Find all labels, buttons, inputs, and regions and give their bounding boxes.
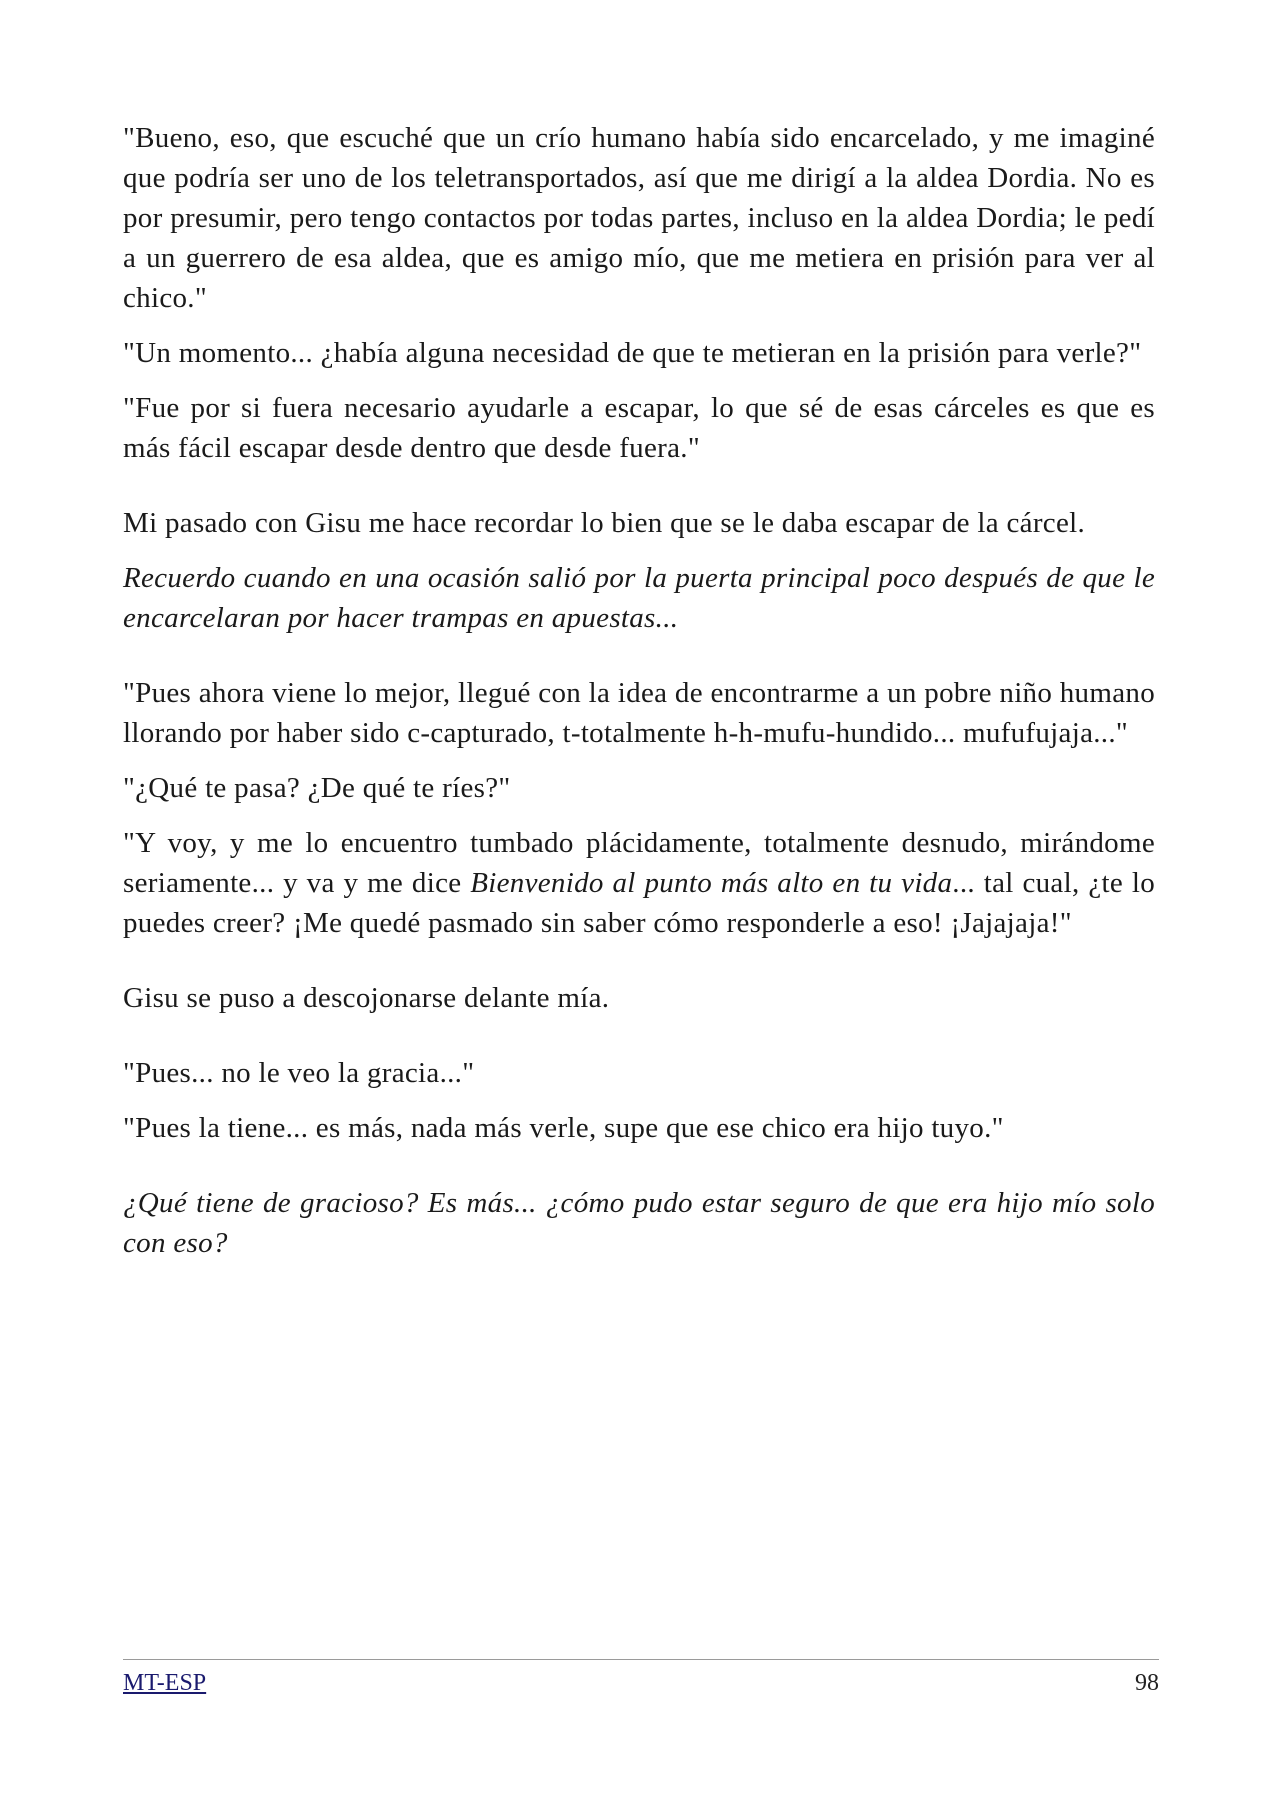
paragraph-6-text: "Pues ahora viene lo mejor, llegué con la idea de encontrarme a un pobre niño humano llorando por haber sido c-capturado, t-totalmente h-h-mufu-hundido... mufufujaja..." bbox=[123, 677, 1155, 749]
paragraph-1 bbox=[123, 118, 1155, 318]
paragraph-4 bbox=[123, 503, 1155, 543]
paragraph-7 bbox=[123, 768, 1155, 808]
paragraph-11 bbox=[123, 1108, 1155, 1148]
paragraph-2 bbox=[123, 333, 1155, 373]
paragraph-8-text-b: ... tal cual, ¿te lo puedes creer? ¡Me quedé pasmado sin saber cómo responderle a eso! ¡Jajajaja!" bbox=[123, 867, 1155, 939]
paragraph-2-text: "Un momento... ¿había alguna necesidad de que te metieran en la prisión para verle?" bbox=[123, 337, 1142, 369]
paragraph-11-text: "Pues la tiene... es más, nada más verle, supe que ese chico era hijo tuyo." bbox=[123, 1112, 1004, 1144]
paragraph-5-text: Recuerdo cuando en una ocasión salió por la puerta principal poco después de que le encarcelaran por hacer trampas en apuestas... bbox=[123, 562, 1155, 634]
paragraph-1-text: "Bueno, eso, que escuché que un crío humano había sido encarcelado, y me imaginé que podría ser uno de los teletransportados, así que me dirigí a la aldea Dordia. No es por presumir, pero tengo contactos por todas partes, incluso en la aldea Dordia; le pedí a un guerrero de esa aldea, que es amigo mío, que me metiera en prisión para ver al chico." bbox=[123, 122, 1155, 314]
paragraph-10-text: "Pues... no le veo la gracia..." bbox=[123, 1057, 475, 1089]
paragraph-10 bbox=[123, 1053, 1155, 1093]
paragraph-8 bbox=[123, 823, 1155, 943]
paragraph-9 bbox=[123, 978, 1155, 1018]
paragraph-5-thought bbox=[123, 558, 1155, 638]
paragraph-8-text-italic: Bienvenido al punto más alto en tu vida bbox=[470, 867, 953, 899]
paragraph-7-text: "¿Qué te pasa? ¿De qué te ríes?" bbox=[123, 772, 511, 804]
paragraph-8-text-a: "Y voy, y me lo encuentro tumbado plácidamente, totalmente desnudo, mirándome seriamente... y va y me dice bbox=[123, 827, 1155, 899]
paragraph-9-text: Gisu se puso a descojonarse delante mía. bbox=[123, 982, 610, 1014]
paragraph-6 bbox=[123, 673, 1155, 753]
paragraph-12-text: ¿Qué tiene de gracioso? Es más... ¿cómo pudo estar seguro de que era hijo mío solo con eso? bbox=[123, 1187, 1155, 1259]
page-body bbox=[123, 118, 1155, 1278]
paragraph-3-text: "Fue por si fuera necesario ayudarle a escapar, lo que sé de esas cárceles es que es más fácil escapar desde dentro que desde fuera." bbox=[123, 392, 1155, 464]
page-footer bbox=[123, 1659, 1159, 1698]
paragraph-4-text: Mi pasado con Gisu me hace recordar lo bien que se le daba escapar de la cárcel. bbox=[123, 507, 1086, 539]
paragraph-12-thought bbox=[123, 1183, 1155, 1263]
paragraph-3 bbox=[123, 388, 1155, 468]
page-number: 98 bbox=[1135, 1670, 1159, 1696]
footer-translator-label: MT-ESP bbox=[123, 1670, 207, 1696]
